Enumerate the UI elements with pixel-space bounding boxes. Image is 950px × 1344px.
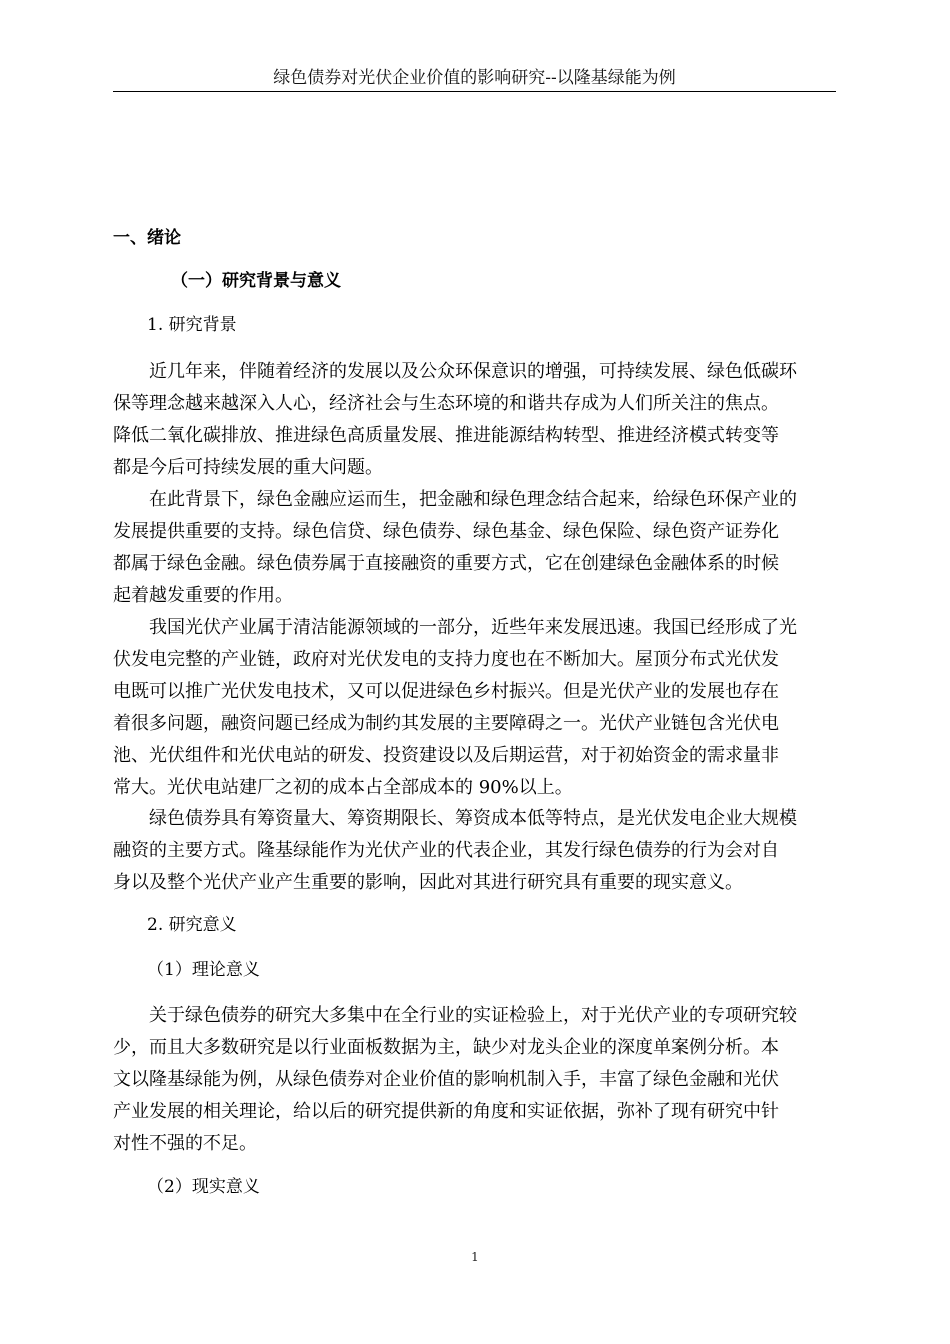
paragraph-line: 在此背景下，绿色金融应运而生，把金融和绿色理念结合起来，给绿色环保产业的: [149, 489, 797, 510]
paragraph-line: 起着越发重要的作用。: [113, 585, 293, 606]
paragraph-line: 绿色债券具有筹资量大、筹资期限长、筹资成本低等特点，是光伏发电企业大规模: [149, 808, 797, 829]
paragraph-line: 保等理念越来越深入人心，经济社会与生态环境的和谐共存成为人们所关注的焦点。: [113, 393, 779, 414]
subsection-heading-significance: 2. 研究意义: [147, 915, 237, 935]
paragraph-line: 近几年来，伴随着经济的发展以及公众环保意识的增强，可持续发展、绿色低碳环: [149, 361, 797, 382]
paragraph-line: 常大。光伏电站建厂之初的成本占全部成本的 90%以上。: [113, 777, 573, 798]
page-number: 1: [471, 1250, 479, 1264]
paragraph-4: [113, 803, 836, 899]
sub-subsection-heading-theory: （1）理论意义: [147, 960, 260, 980]
paragraph-line: 电既可以推广光伏发电技术，又可以促进绿色乡村振兴。但是光伏产业的发展也存在: [113, 681, 779, 702]
paragraph-line: 对性不强的不足。: [113, 1133, 257, 1154]
paragraph-line: 少，而且大多数研究是以行业面板数据为主，缺少对龙头企业的深度单案例分析。本: [113, 1037, 779, 1058]
paragraph-5: [113, 1000, 836, 1160]
paragraph-line: 都是今后可持续发展的重大问题。: [113, 457, 383, 478]
sub-subsection-heading-practice: （2）现实意义: [147, 1177, 260, 1197]
paragraph-line: 伏发电完整的产业链，政府对光伏发电的支持力度也在不断加大。屋顶分布式光伏发: [113, 649, 779, 670]
section-heading: （一）研究背景与意义: [171, 271, 341, 291]
paragraph-line: 降低二氧化碳排放、推进绿色高质量发展、推进能源结构转型、推进经济模式转变等: [113, 425, 779, 446]
paragraph-line: 我国光伏产业属于清洁能源领域的一部分，近些年来发展迅速。我国已经形成了光: [149, 617, 797, 638]
paragraph-line: 文以隆基绿能为例，从绿色债券对企业价值的影响机制入手，丰富了绿色金融和光伏: [113, 1069, 779, 1090]
paragraph-3: [113, 612, 836, 804]
paragraph-line: 身以及整个光伏产业产生重要的影响，因此对其进行研究具有重要的现实意义。: [113, 872, 743, 893]
paragraph-line: 产业发展的相关理论，给以后的研究提供新的角度和实证依据，弥补了现有研究中针: [113, 1101, 779, 1122]
subsection-heading-background: 1. 研究背景: [147, 315, 237, 335]
paragraph-line: 都属于绿色金融。绿色债券属于直接融资的重要方式，它在创建绿色金融体系的时候: [113, 553, 779, 574]
paragraph-line: 着很多问题，融资问题已经成为制约其发展的主要障碍之一。光伏产业链包含光伏电: [113, 713, 779, 734]
paragraph-line: 发展提供重要的支持。绿色信贷、绿色债券、绿色基金、绿色保险、绿色资产证券化: [113, 521, 779, 542]
paragraph-line: 融资的主要方式。隆基绿能作为光伏产业的代表企业，其发行绿色债券的行为会对自: [113, 840, 779, 861]
running-header: 绿色债券对光伏企业价值的影响研究--以隆基绿能为例: [113, 64, 836, 92]
paragraph-1: [113, 356, 836, 484]
paragraph-line: 关于绿色债券的研究大多集中在全行业的实证检验上，对于光伏产业的专项研究较: [149, 1005, 797, 1026]
paragraph-2: [113, 484, 836, 612]
paragraph-line: 池、光伏组件和光伏电站的研发、投资建设以及后期运营，对于初始资金的需求量非: [113, 745, 779, 766]
chapter-heading: 一、绪论: [113, 228, 181, 248]
